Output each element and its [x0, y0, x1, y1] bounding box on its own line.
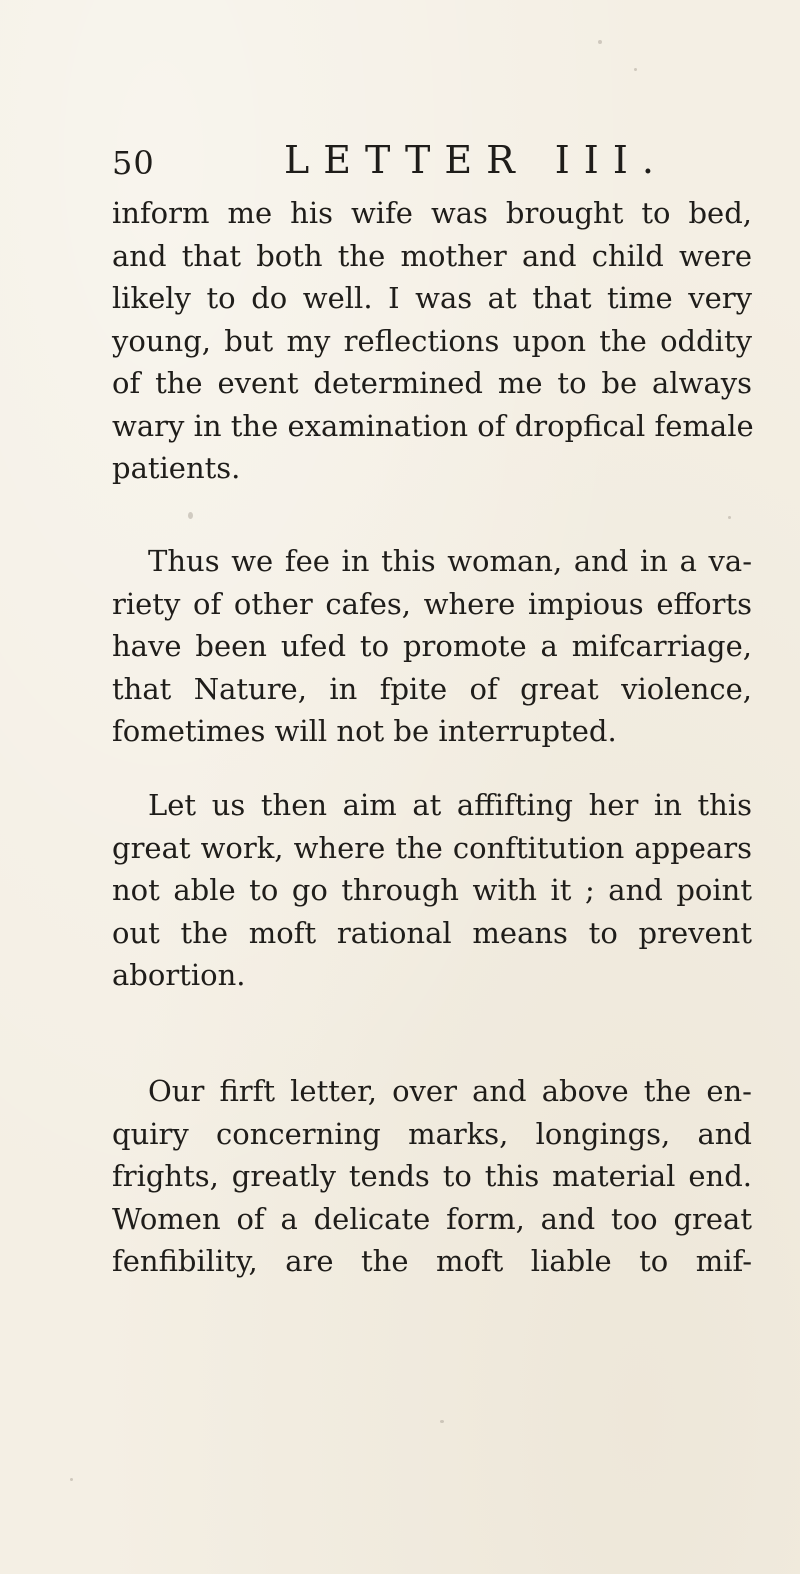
text-line: frights, greatly tends to this material end.: [112, 1159, 752, 1193]
paper-speck: [70, 1478, 73, 1481]
text-line: likely to do well. I was at that time very: [112, 281, 752, 315]
text-line: and that both the mother and child were: [112, 238, 752, 273]
paper-speck: [440, 1420, 444, 1423]
text-line: fometimes will not be interrupted.: [112, 714, 617, 748]
text-line: of the event determined me to be always: [112, 366, 752, 400]
text-line: great work, where the conftitution appears: [112, 830, 752, 865]
text-line: Let us then aim at affifting her in this: [148, 788, 752, 822]
paper-speck: [188, 512, 193, 519]
page-header: [112, 138, 732, 188]
text-line: Thus we fee in this woman, and in a va-: [148, 544, 752, 578]
paper-speck: [634, 68, 637, 71]
text-line: inform me his wife was brought to bed,: [112, 196, 752, 230]
paragraph-3: [112, 784, 752, 997]
text-line: not able to go through with it ; and point: [112, 873, 752, 907]
paper-speck: [728, 516, 731, 519]
text-line: patients.: [112, 451, 241, 485]
text-line: quiry concerning marks, longings, and: [112, 1116, 752, 1151]
paragraph-4: [112, 1070, 752, 1283]
text-line: have been ufed to promote a mifcarriage,: [112, 629, 752, 663]
text-line: Women of a delicate form, and too great: [112, 1201, 752, 1236]
text-line: wary in the examination of dropfical female: [112, 408, 754, 443]
text-line: young, but my reflections upon the oddity: [112, 323, 752, 358]
text-line: riety of other cafes, where impious efforts: [112, 586, 752, 621]
text-line: out the moft rational means to prevent: [112, 915, 752, 950]
text-line: that Nature, in fpite of great violence,: [112, 671, 752, 706]
paragraph-1: [112, 192, 752, 490]
page-number: 50: [112, 144, 155, 182]
running-title: LETTER III.: [284, 138, 668, 182]
text-line: abortion.: [112, 958, 246, 992]
paragraph-2: [112, 540, 752, 753]
text-line: Our firft letter, over and above the en-: [148, 1074, 752, 1108]
paper-speck: [598, 40, 602, 44]
text-line: fenfibility, are the moft liable to mif-: [112, 1244, 752, 1278]
